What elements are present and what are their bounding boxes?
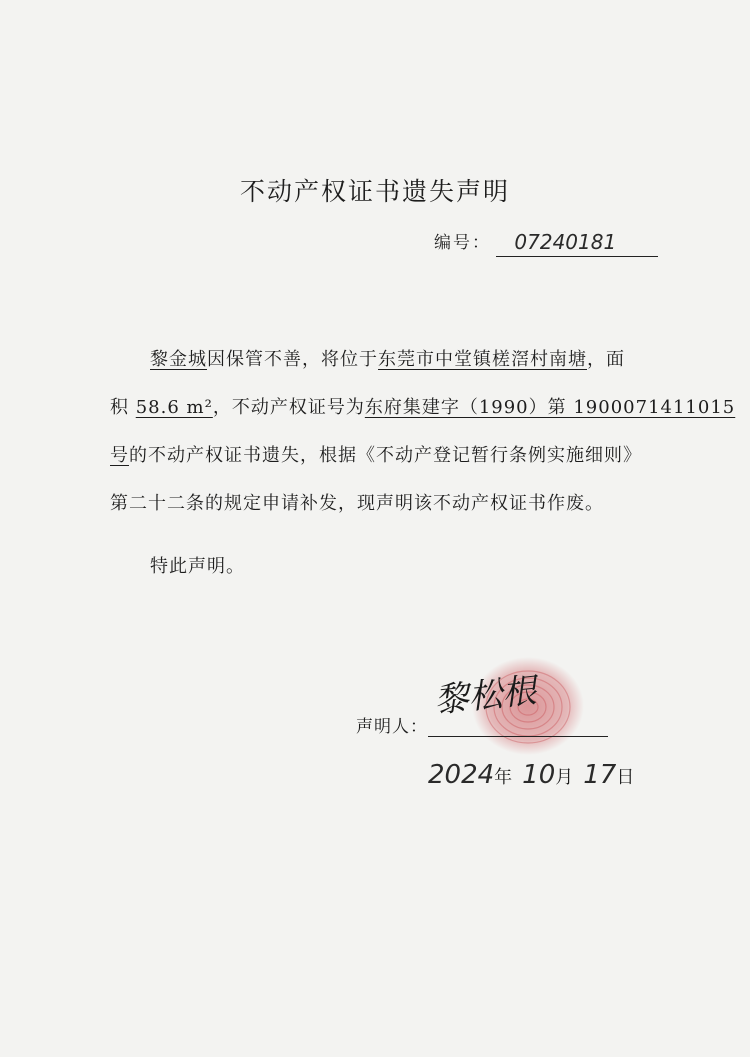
declarant-label: 声明人：	[356, 717, 428, 737]
date-year: 2024	[428, 760, 495, 790]
day-char: 日	[616, 767, 635, 788]
month-char: 月	[555, 767, 574, 788]
handwritten-number: 07240181	[514, 230, 617, 254]
text-segment: 积	[110, 397, 136, 418]
number-underline	[496, 230, 658, 257]
number-label: 编号：	[434, 233, 491, 253]
text-segment: ，面	[587, 349, 625, 370]
declaration-date	[428, 760, 634, 790]
text-segment: 第二十二条的规定申请补发，现声明该不动产权证书作废。	[110, 493, 604, 514]
declarant-row	[356, 712, 608, 737]
handwritten-signature: 黎松根	[432, 670, 539, 722]
year-char: 年	[494, 767, 513, 788]
owner-name: 黎金城	[150, 349, 207, 370]
certificate-id-suffix: 号	[110, 445, 129, 466]
declaration-paragraph	[110, 336, 736, 528]
property-location: 东莞市中堂镇槎滘村南塘	[378, 349, 587, 370]
text-segment: ，不动产权证号为	[212, 397, 365, 418]
paragraph-line-3	[110, 432, 670, 480]
closing-statement: 特此声明。	[150, 556, 245, 577]
text-segment: 的不动产权证书遗失，根据《不动产登记暂行条例实施细则》	[129, 445, 642, 466]
paragraph-line-4	[110, 480, 670, 528]
date-month: 10	[522, 760, 556, 790]
text-segment: 因保管不善，将位于	[207, 349, 378, 370]
property-area: 58.6 m²	[135, 397, 213, 418]
certificate-number-row	[434, 228, 658, 253]
document-title: 不动产权证书遗失声明	[239, 177, 510, 206]
signature-line	[428, 712, 608, 737]
paragraph-line-2	[110, 384, 736, 432]
date-day: 17	[583, 760, 617, 790]
paragraph-line-1	[110, 336, 670, 384]
certificate-id: 东府集建字（1990）第 1900071411015	[364, 397, 736, 418]
